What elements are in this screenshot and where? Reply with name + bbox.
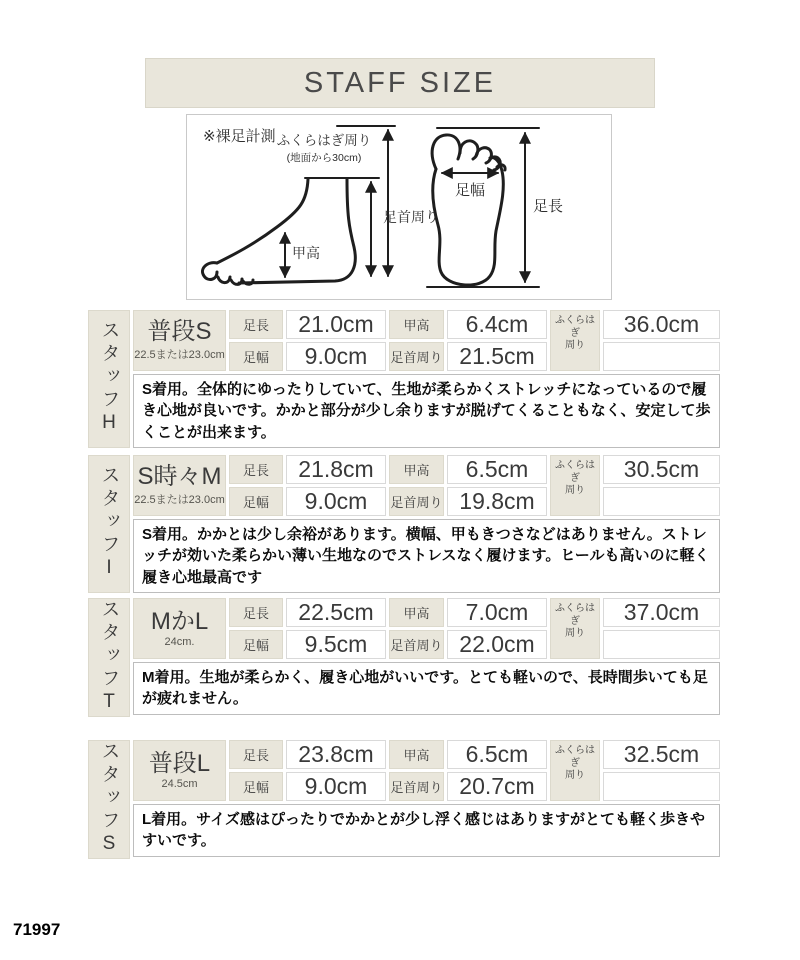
- empty-cell: [603, 772, 720, 801]
- foot-width-label: 足幅: [229, 342, 283, 371]
- size-cell: [133, 310, 226, 371]
- ankle-girth-value: 19.8cm: [447, 487, 547, 516]
- staff-section-h: [88, 310, 720, 448]
- staff-comment: L着用。サイズ感はぴったりでかかとが少し浮く感じはありますがとても軽く歩きやすいです。: [133, 804, 720, 857]
- calf-girth-label-line2: 周り: [565, 340, 585, 351]
- staff-name-vertical: スタッフI: [88, 455, 130, 593]
- item-code: 71997: [13, 920, 61, 939]
- foot-length-value: 22.5cm: [286, 598, 386, 627]
- ankle-girth-value: 22.0cm: [447, 630, 547, 659]
- instep-height-label: 甲高: [389, 740, 444, 769]
- calf-girth-label-line2: 周り: [565, 770, 585, 781]
- foot-length-label: 足長: [229, 598, 283, 627]
- staff-content: [133, 310, 720, 448]
- size-note: 22.5または23.0cm: [134, 348, 225, 361]
- foot-length-value: 21.8cm: [286, 455, 386, 484]
- calf-girth-value: 37.0cm: [603, 598, 720, 627]
- foot-length-label: 足長: [229, 310, 283, 339]
- ankle-girth-label: 足首周り: [389, 342, 444, 371]
- calf-girth-sublabel-text: (地面から30cm): [286, 152, 362, 164]
- foot-width-label: 足幅: [229, 772, 283, 801]
- calf-girth-label-line1: ふくらはぎ: [555, 460, 595, 484]
- calf-girth-label-line2: 周り: [565, 628, 585, 639]
- staff-content: [133, 455, 720, 593]
- measurement-table: [133, 455, 720, 516]
- empty-cell: [603, 630, 720, 659]
- foot-length-label: 足長: [229, 740, 283, 769]
- foot-width-label: 足幅: [229, 630, 283, 659]
- foot-width-value: 9.5cm: [286, 630, 386, 659]
- foot-width-label: 足幅: [229, 487, 283, 516]
- staff-name-vertical: スタッフS: [88, 740, 130, 859]
- measurement-table: [133, 598, 720, 659]
- staff-section-i: [88, 455, 720, 593]
- ankle-girth-value: 21.5cm: [447, 342, 547, 371]
- size-note: 22.5または23.0cm: [134, 493, 225, 506]
- size-cell: [133, 740, 226, 801]
- foot-width-value: 9.0cm: [286, 772, 386, 801]
- staff-comment: S着用。全体的にゆったりしていて、生地が柔らかくストレッチになっているので履き心地が良いです。かかと部分が少し余りますが脱げてくることもなく、安定して歩くことが出来ます。: [133, 374, 720, 448]
- barefoot-note: ※裸足計測: [203, 128, 276, 145]
- instep-height-diagram-label: 甲高: [292, 245, 320, 261]
- instep-height-value: 6.5cm: [447, 740, 547, 769]
- instep-height-value: 6.4cm: [447, 310, 547, 339]
- ankle-girth-label: 足首周り: [389, 630, 444, 659]
- calf-girth-label-line1: ふくらはぎ: [555, 315, 595, 339]
- foot-length-label: 足長: [229, 455, 283, 484]
- calf-girth-label-line1: ふくらはぎ: [555, 745, 595, 769]
- empty-cell: [603, 487, 720, 516]
- empty-cell: [603, 342, 720, 371]
- page-title: STAFF SIZE: [145, 58, 655, 108]
- staff-section-t: [88, 598, 720, 717]
- ankle-girth-label: 足首周り: [389, 772, 444, 801]
- foot-length-value: 23.8cm: [286, 740, 386, 769]
- foot-length-value: 21.0cm: [286, 310, 386, 339]
- foot-width-value: 9.0cm: [286, 487, 386, 516]
- size-note: 24.5cm: [161, 777, 198, 790]
- staff-content: [133, 598, 720, 717]
- calf-girth-value: 30.5cm: [603, 455, 720, 484]
- size-cell: [133, 598, 226, 659]
- foot-width-value: 9.0cm: [286, 342, 386, 371]
- calf-girth-diagram-label: [249, 129, 399, 165]
- measurement-table: [133, 740, 720, 801]
- instep-height-label: 甲高: [389, 455, 444, 484]
- calf-girth-label: [550, 740, 600, 801]
- staff-name-vertical: スタッフT: [88, 598, 130, 717]
- staff-section-s: [88, 740, 720, 859]
- instep-height-value: 6.5cm: [447, 455, 547, 484]
- staff-comment: S着用。かかとは少し余裕があります。横幅、甲もきつさなどはありません。ストレッチが効いた柔らかい薄い生地なのでストレスなく履けます。ヒールも高いのに軽く履き心地最高です: [133, 519, 720, 593]
- ankle-girth-label: 足首周り: [389, 487, 444, 516]
- staff-name-vertical: スタッフH: [88, 310, 130, 448]
- size-name: S時々M: [137, 463, 222, 491]
- instep-height-value: 7.0cm: [447, 598, 547, 627]
- instep-height-label: 甲高: [389, 598, 444, 627]
- calf-girth-label-line2: 周り: [565, 485, 585, 496]
- calf-girth-label: [550, 598, 600, 659]
- staff-comment: M着用。生地が柔らかく、履き心地がいいです。とても軽いので、長時間歩いても足が疲れません。: [133, 662, 720, 715]
- size-name: 普段S: [147, 318, 212, 346]
- size-name: MかL: [150, 608, 209, 636]
- size-cell: [133, 455, 226, 516]
- ankle-girth-value: 20.7cm: [447, 772, 547, 801]
- calf-girth-value: 32.5cm: [603, 740, 720, 769]
- calf-girth-label: [550, 310, 600, 371]
- ankle-girth-diagram-label: 足首周り: [383, 209, 439, 225]
- calf-girth-label-text: ふくらはぎ周り: [276, 133, 372, 148]
- calf-girth-value: 36.0cm: [603, 310, 720, 339]
- size-name: 普段L: [148, 750, 211, 778]
- foot-width-diagram-label: 足幅: [454, 182, 485, 199]
- staff-content: [133, 740, 720, 859]
- calf-girth-label: [550, 455, 600, 516]
- measurement-table: [133, 310, 720, 371]
- foot-length-diagram-label: 足長: [533, 198, 564, 215]
- instep-height-label: 甲高: [389, 310, 444, 339]
- size-note: 24cm.: [164, 635, 195, 648]
- measurement-diagram: [186, 114, 612, 300]
- calf-girth-label-line1: ふくらはぎ: [555, 603, 595, 627]
